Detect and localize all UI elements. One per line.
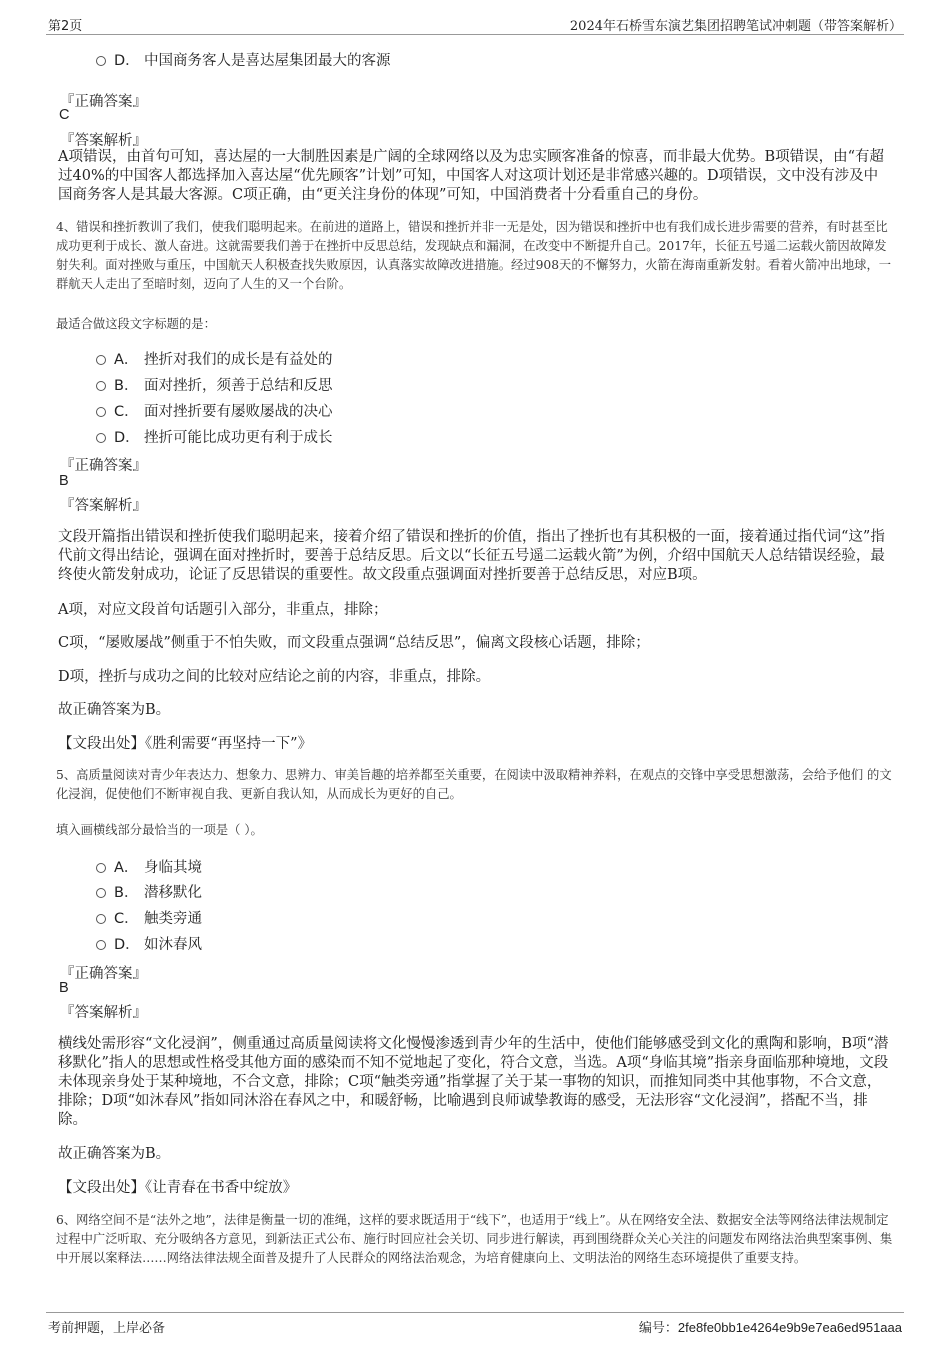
q4-option-c[interactable]: C． 面对挫折要有屡败屡战的决心 [96, 400, 333, 420]
q5-analysis: 横线处需形容“文化浸润”，侧重通过高质量阅读将文化慢慢渗透到青少年的生活中，使他们能够感受到文化的熏陶和影响，B项“潜移默化”指人的思想或性格受其他方面的感染而不知不觉地起了变化，符合文意，当选。A项“身临其境”指亲身面临那种境地，文段未体现亲身处于某种境地，不合文意，排除；C项“触类旁通”指掌握了关于某一事物的知识，而推知同类中其他事物，不合文意，排除；D项“如沐春风”指如同沐浴在春风之中，和暖舒畅，比喻遇到良师诚挚教诲的感受，无法形容“文化浸润”，搭配不当，排除。 [58, 1036, 889, 1128]
q4-option-d[interactable]: D． 挫折可能比成功更有利于成长 [96, 426, 333, 446]
q4-note-d: D项，挫折与成功之间的比较对应结论之前的内容，非重点，排除。 [58, 669, 491, 685]
q3-analysis-label: 『答案解析』 [60, 133, 147, 149]
q5-answer: B [59, 980, 69, 996]
q5-source: 【文段出处】《让青春在书香中绽放》 [58, 1180, 298, 1196]
radio-icon[interactable] [96, 407, 106, 417]
document-id: 编号：2fe8fe0bb1e4264e9b9e7ea6ed951aaa [638, 1320, 902, 1336]
q4-option-a[interactable]: A． 挫折对我们的成长是有益处的 [96, 348, 333, 368]
document-title: 2024年石桥雪东演艺集团招聘笔试冲刺题（带答案解析） [569, 19, 902, 34]
q4-note-c: C项，“屡败屡战”侧重于不怕失败，而文段重点强调“总结反思”，偏离文段核心话题，排除； [58, 635, 650, 651]
q5-question: 填入画横线部分最恰当的一项是（ ）。 [56, 823, 263, 837]
radio-icon[interactable] [96, 940, 106, 950]
q3-answer-label: 『正确答案』 [60, 94, 147, 110]
q4-analysis-label: 『答案解析』 [60, 498, 147, 514]
q4-question: 最适合做这段文字标题的是： [56, 317, 216, 331]
q4-stem: 4、错误和挫折教训了我们，使我们聪明起来。在前进的道路上，错误和挫折并非一无是处，因为错误和挫折中也有我们成长进步需要的营养，有时甚至比成功更利于成长、激人奋进。这就需要我们善于在挫折中反思总结，发现缺点和漏洞，在改变中不断提升自己。2017年，长征五号遥二运载火箭因故障发射失利。面对挫败与重压，中国航天人积极查找失败原因，认真落实故障改进措施。经过908天的不懈努力，火箭在海南重新发射。看着火箭冲出地球，一群航天人走出了至暗时刻，迈向了人生的又一个台阶。 [56, 220, 892, 291]
page-header [46, 14, 904, 35]
q5-option-a[interactable]: A． 身临其境 [96, 856, 202, 876]
q5-option-d[interactable]: D． 如沐春风 [96, 933, 202, 953]
q4-answer: B [59, 473, 69, 489]
q5-conclusion: 故正确答案为B。 [58, 1146, 171, 1162]
radio-icon[interactable] [96, 888, 106, 898]
q3-analysis: A项错误，由首句可知，喜达屋的一大制胜因素是广阔的全球网络以及为忠实顾客准备的惊喜，而非最大优势。B项错误，由“有超过40%的中国客人都选择加入喜达屋“优先顾客”计划”可知，中国客人对这项计划还是非常感兴趣的。D项错误，文中没有涉及中国商务客人是其最大客源。C项正确，由“更关注身份的体现”可知，中国消费者十分看重自己的身份。 [58, 149, 885, 203]
q4-conclusion: 故正确答案为B。 [58, 702, 171, 718]
radio-icon[interactable] [96, 863, 106, 873]
radio-icon[interactable] [96, 56, 106, 66]
q5-stem: 5、高质量阅读对青少年表达力、想象力、思辨力、审美旨趣的培养都至关重要，在阅读中汲取精神养料，在观点的交锋中享受思想激荡，会给予他们 的文化浸润，促使他们不断审视自我、更新自我认知，从而成长为更好的自己。 [56, 768, 892, 801]
footer-slogan: 考前押题，上岸必备 [48, 1321, 166, 1336]
page-footer [46, 1312, 904, 1335]
q4-note-a: A项，对应文段首句话题引入部分，非重点，排除； [58, 602, 388, 618]
q5-option-c[interactable]: C． 触类旁通 [96, 907, 202, 927]
q3-option-d[interactable]: D． 中国商务客人是喜达屋集团最大的客源 [96, 49, 391, 69]
radio-icon[interactable] [96, 381, 106, 391]
q4-answer-label: 『正确答案』 [60, 458, 147, 474]
page-number: 第2页 [48, 19, 83, 34]
q4-option-b[interactable]: B． 面对挫折，须善于总结和反思 [96, 374, 333, 394]
q3-answer: C [59, 107, 70, 123]
q4-source: 【文段出处】《胜利需要“再坚持一下”》 [58, 736, 313, 752]
q4-analysis: 文段开篇指出错误和挫折使我们聪明起来，接着介绍了错误和挫折的价值，指出了挫折也有其积极的一面，接着通过指代词“这”指代前文得出结论，强调在面对挫折时，要善于总结反思。后文以“长征五号遥二运载火箭”为例，介绍中国航天人总结错误经验，最终使火箭发射成功，论证了反思错误的重要性。故文段重点强调面对挫折要善于总结反思，对应B项。 [58, 529, 885, 583]
q5-analysis-label: 『答案解析』 [60, 1005, 147, 1021]
radio-icon[interactable] [96, 355, 106, 365]
radio-icon[interactable] [96, 914, 106, 924]
q5-option-b[interactable]: B． 潜移默化 [96, 881, 202, 901]
q5-answer-label: 『正确答案』 [60, 966, 147, 982]
radio-icon[interactable] [96, 433, 106, 443]
q6-stem: 6、网络空间不是“法外之地”，法律是衡量一切的准绳，这样的要求既适用于“线下”，也适用于“线上”。从在网络安全法、数据安全法等网络法律法规制定过程中广泛听取、充分吸纳各方意见，到新法正式公布、施行时回应社会关切、同步进行解读，再到围绕群众关心关注的问题发布网络法治典型案事例、集中开展以案释法……网络法律法规全面普及提升了人民群众的网络法治观念，为培育健康向上、文明法治的网络生态环境提供了重要支持。 [56, 1213, 893, 1265]
